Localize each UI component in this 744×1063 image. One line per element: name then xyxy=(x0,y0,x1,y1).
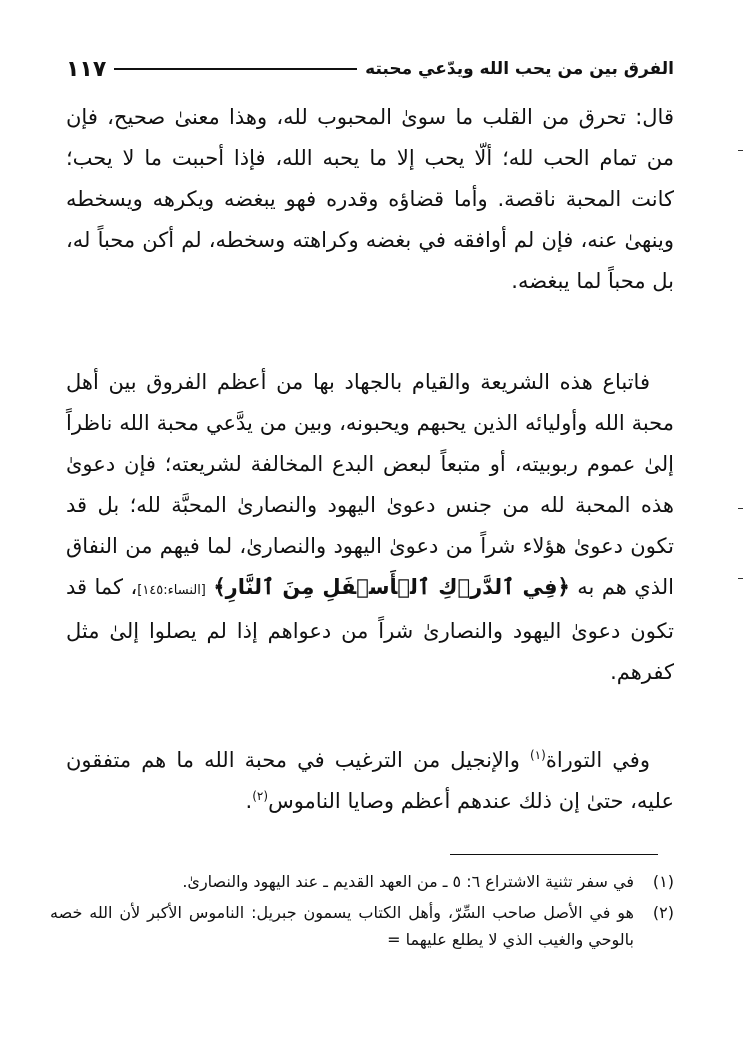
page-number: ١١٧ xyxy=(66,56,107,82)
paragraph-3-text-end: . xyxy=(245,789,253,813)
footnote-number: (١) xyxy=(652,872,674,891)
paragraph-3-text-mid: والإنجيل من الترغيب في محبة الله ما هم متفقون عليه، حتىٰ إن ذلك عندهم أعظم وصايا الناموس xyxy=(66,748,674,813)
footnote-number: (٢) xyxy=(652,903,674,922)
footnote-text: هو في الأصل صاحب السِّرّ، وأهل الكتاب يسمون جبريل: الناموس الأكبر لأن الله خصه بالوحي والغيب الذي لا يطلع عليهما = xyxy=(50,903,634,949)
paragraph-3-text: وفي التوراة xyxy=(545,748,650,772)
footnote-separator xyxy=(450,854,658,855)
footnote-ref-2[interactable]: (٢) xyxy=(252,789,269,803)
margin-mark xyxy=(738,578,743,579)
margin-mark xyxy=(738,508,743,509)
paragraph-1: قال: تحرق من القلب ما سوىٰ المحبوب لله، وهذا معنىٰ صحيح، فإن من تمام الحب لله؛ ألّا يحب إلا ما يحبه الله، فإذا أحببت ما لا يحب؛ كانت المحبة ناقصة. وأما قضاؤه وقدره فهو يبغضه ويكرهه ويسخطه وينهىٰ عنه، فإن لم أوافقه في بغضه وكراهته وسخطه، لم أكن محباً له، بل محباً لما يبغضه. xyxy=(66,105,674,293)
footnote-ref-1[interactable]: (١) xyxy=(529,748,546,762)
margin-mark xyxy=(738,150,743,151)
verse-reference: [النساء:١٤٥] xyxy=(137,583,206,598)
paragraph-2-text: فاتباع هذه الشريعة والقيام بالجهاد بها من أعظم الفروق بين أهل محبة الله وأوليائه الذين يحبهم ويحبونه، وبين من يدَّعي محبة الله ناظراً إلىٰ عموم ربوبيته، أو متبعاً لبعض البدع المخالفة لشريعته؛ فإن دعوىٰ هذه المحبة لله من جنس دعوىٰ اليهود والنصارىٰ المحبَّة لله؛ بل قد تكون دعوىٰ هؤلاء شراً من دعوىٰ اليهود والنصارىٰ، لما فيهم من النفاق الذي هم به xyxy=(66,370,674,599)
running-header xyxy=(66,52,674,86)
footnotes xyxy=(50,868,674,957)
paragraph-2-text-end: ، كما قد تكون دعوىٰ اليهود والنصارىٰ شراً من دعواهم إذا لم يصلوا إلىٰ مثل كفرهم. xyxy=(66,575,674,684)
footnote-text: في سفر تثنية الاشتراع ٦: ٥ ـ من العهد القديم ـ عند اليهود والنصارىٰ. xyxy=(182,872,634,891)
footnote-item xyxy=(50,899,674,953)
header-rule xyxy=(114,68,357,70)
paragraph-2 xyxy=(66,362,674,693)
paragraph-3 xyxy=(66,740,674,822)
footnote-item xyxy=(50,868,674,895)
running-title: الفرق بين من يحب الله ويدّعي محبته xyxy=(365,59,674,79)
quran-verse: ﴿فِي ٱلدَّرۡكِ ٱلۡأَسۡفَلِ مِنَ ٱلنَّارِ﴾ xyxy=(213,575,570,599)
